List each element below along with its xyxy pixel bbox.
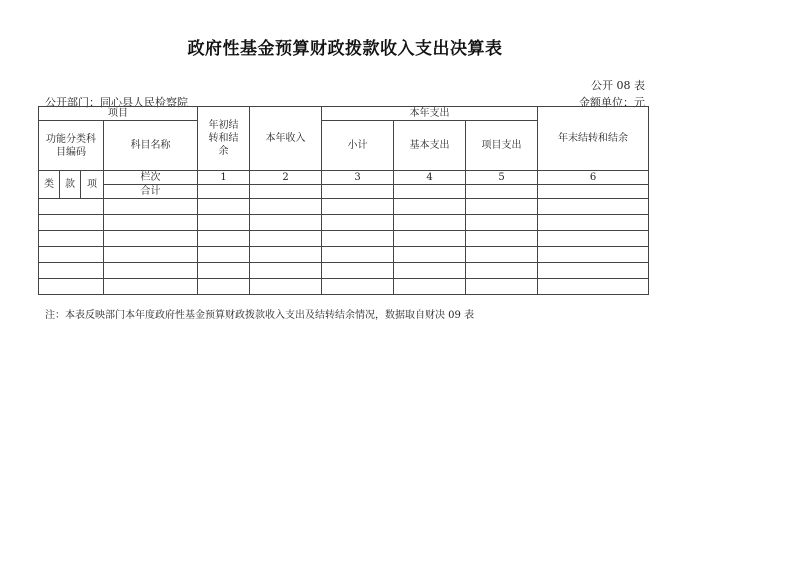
table-row [39,215,649,231]
column-index-4: 4 [394,171,466,185]
empty-cell [39,199,104,215]
empty-cell [104,199,198,215]
empty-cell [466,231,538,247]
empty-cell [538,263,649,279]
empty-cell [198,199,250,215]
empty-cell [322,231,394,247]
empty-cell [39,215,104,231]
empty-cell [466,199,538,215]
column-index-3: 3 [322,171,394,185]
total-cell [322,185,394,199]
empty-cell [39,263,104,279]
empty-cell [39,247,104,263]
empty-cell [466,247,538,263]
column-index-5: 5 [466,171,538,185]
empty-cell [394,215,466,231]
header-subtotal: 小计 [322,121,394,171]
empty-cell [104,231,198,247]
table-row [39,247,649,263]
empty-cell [538,279,649,295]
empty-cell [322,279,394,295]
empty-cell [538,199,649,215]
empty-cell [250,215,322,231]
total-cell [198,185,250,199]
header-item: 项目 [39,107,198,121]
department-label: 公开部门：同心县人民检察院 [45,96,188,109]
empty-cell [322,199,394,215]
empty-cell [394,199,466,215]
header-subject-name: 科目名称 [104,121,198,171]
empty-cell [538,215,649,231]
empty-cell [198,247,250,263]
empty-cell [104,279,198,295]
empty-cell [538,247,649,263]
header-kuan: 款 [60,171,81,199]
header-end-balance: 年末结转和结余 [538,107,649,171]
header-lei: 类 [39,171,60,199]
empty-cell [104,247,198,263]
total-cell [250,185,322,199]
empty-cell [466,279,538,295]
empty-cell [250,231,322,247]
empty-cell [394,263,466,279]
column-index-6: 6 [538,171,649,185]
empty-cell [198,279,250,295]
empty-cell [39,231,104,247]
empty-cell [394,231,466,247]
empty-cell [322,215,394,231]
total-cell [466,185,538,199]
form-number: 公开 08 表 [591,79,645,92]
empty-cell [198,215,250,231]
header-basic: 基本支出 [394,121,466,171]
empty-cell [104,215,198,231]
column-index-1: 1 [198,171,250,185]
budget-table [38,106,649,295]
table-row [39,263,649,279]
header-expense-group: 本年支出 [322,107,538,121]
table-row [39,231,649,247]
total-label: 合计 [104,185,198,199]
header-income: 本年收入 [250,107,322,171]
empty-cell [322,263,394,279]
empty-cell [250,199,322,215]
header-project: 项目支出 [466,121,538,171]
column-index-label: 栏次 [104,171,198,185]
header-func-code: 功能分类科目编码 [39,121,104,171]
table-row [39,279,649,295]
total-cell [394,185,466,199]
empty-cell [394,247,466,263]
empty-cell [250,263,322,279]
empty-cell [198,231,250,247]
empty-cell [394,279,466,295]
total-cell [538,185,649,199]
empty-cell [104,263,198,279]
header-xiang: 项 [81,171,104,199]
empty-cell [466,263,538,279]
amount-unit-label: 金额单位：元 [579,96,645,109]
empty-cell [466,215,538,231]
header-begin-balance: 年初结转和结余 [198,107,250,171]
table-row [39,199,649,215]
empty-cell [250,247,322,263]
empty-cell [538,231,649,247]
page-title: 政府性基金预算财政拨款收入支出决算表 [187,39,503,59]
empty-cell [39,279,104,295]
empty-cell [250,279,322,295]
footnote: 注：本表反映部门本年度政府性基金预算财政拨款收入支出及结转结余情况，数据取自财决 09 表 [45,310,475,321]
empty-cell [322,247,394,263]
column-index-2: 2 [250,171,322,185]
empty-cell [198,263,250,279]
